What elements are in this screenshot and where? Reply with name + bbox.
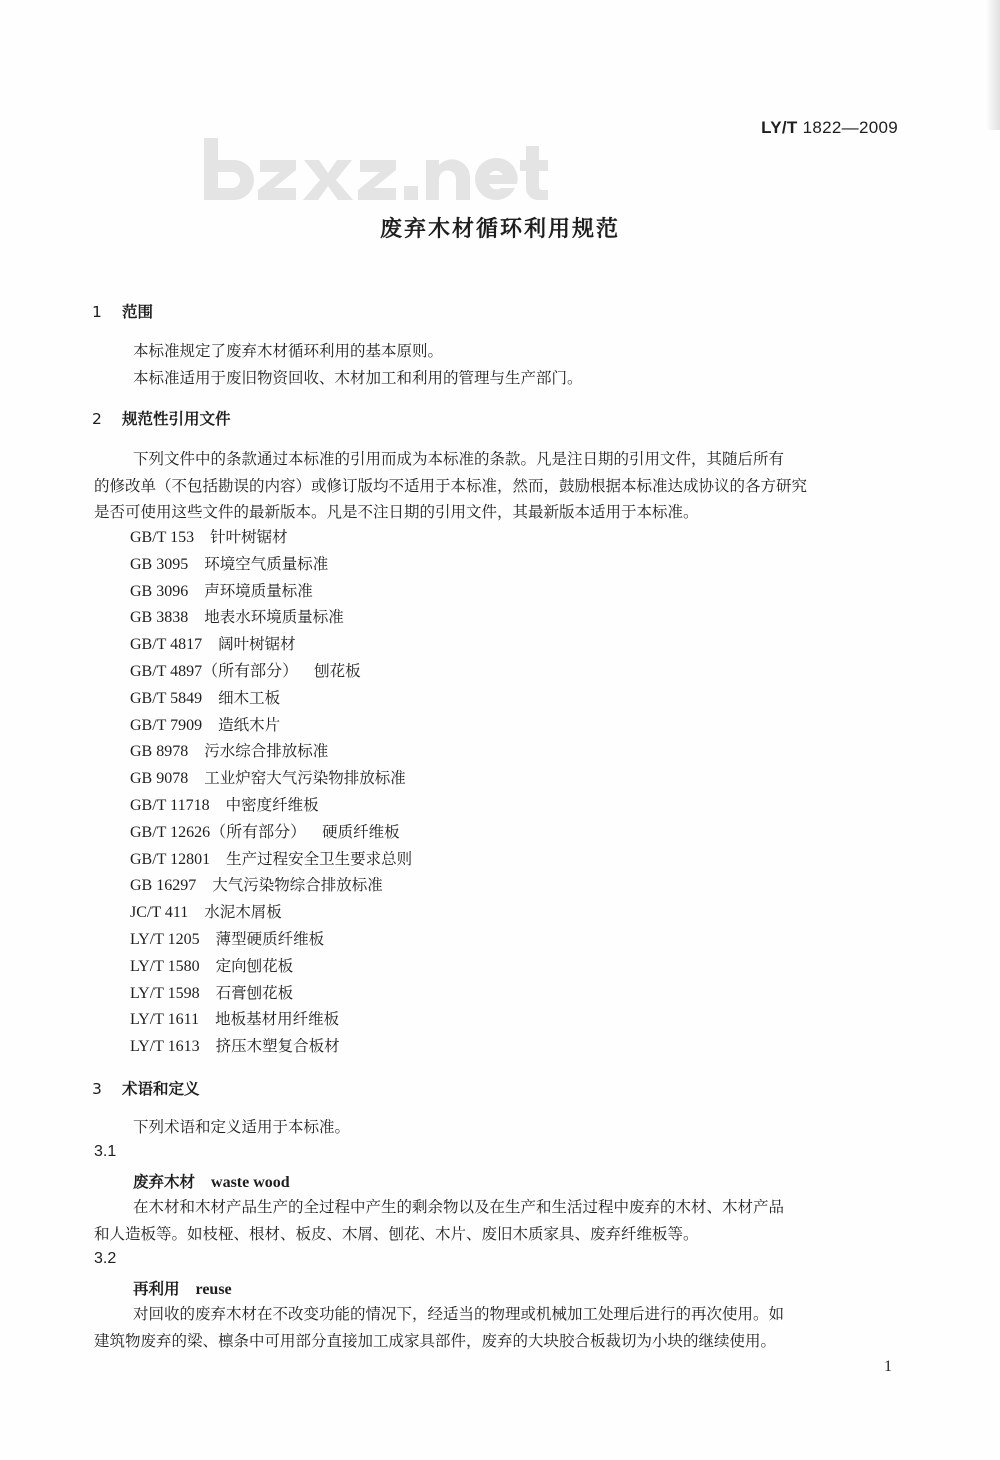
reference-code: GB/T 4817 [130,636,203,654]
reference-name: 污水综合排放标准 [204,742,329,761]
term-english: waste wood [211,1174,290,1191]
watermark-logo [200,130,560,216]
reference-name: 阔叶树锯材 [218,635,296,654]
reference-code: GB 3095 [130,555,189,573]
clause-number: 3.1 [94,1143,117,1160]
reference-code: GB/T 4897（所有部分） [130,662,299,680]
reference-code: GB 3838 [130,609,189,627]
reference-item [130,631,412,658]
reference-code: GB/T 11718 [130,796,210,814]
reference-name: 工业炉窑大气污染物排放标准 [204,769,406,788]
term-definition-line: 在木材和木材产品生产的全过程中产生的剩余物以及在生产和生活过程中废弃的木材、木材产品 [133,1198,785,1216]
page-edge-shadow [986,0,1000,130]
standard-code [761,118,898,138]
reference-name: 石膏刨花板 [215,983,294,1002]
reference-item [130,712,412,739]
section-1-heading [92,300,153,322]
clause-number: 3.2 [94,1250,117,1267]
reference-name: 地板基材用纤维板 [215,1010,340,1029]
term-chinese: 废弃木材 [133,1173,196,1191]
reference-item [130,524,412,551]
reference-item [130,1006,412,1033]
reference-code: GB 9078 [130,770,189,788]
reference-code: LY/T 1205 [130,930,200,948]
reference-item [130,980,412,1007]
reference-code: GB/T 12801 [130,850,211,868]
reference-name: 声环境质量标准 [204,581,313,600]
reference-code: GB 8978 [130,743,189,761]
standard-prefix: LY/T [761,118,798,137]
reference-item [130,846,412,873]
section-2-intro-line: 是否可使用这些文件的最新版本。凡是不注日期的引用文件，其最新版本适用于本标准。 [94,503,699,521]
section-3-intro: 下列术语和定义适用于本标准。 [133,1118,351,1136]
term-english: reuse [195,1281,232,1298]
term-chinese: 再利用 [133,1280,180,1298]
reference-name: 水泥木屑板 [204,903,282,922]
reference-code: LY/T 1580 [130,957,200,975]
section-title: 术语和定义 [122,1080,200,1098]
section-3-heading [92,1077,200,1099]
reference-code: LY/T 1611 [130,1011,200,1029]
reference-code: GB/T 12626（所有部分） [130,823,307,841]
reference-item [130,872,412,899]
reference-name: 中密度纤维板 [225,795,319,814]
section-2-intro-line: 下列文件中的条款通过本标准的引用而成为本标准的条款。凡是注日期的引用文件，其随后所有 [133,450,785,468]
reference-item [130,604,412,631]
reference-item [130,899,412,926]
reference-item [130,953,412,980]
reference-item [130,926,412,953]
reference-name: 薄型硬质纤维板 [215,929,325,948]
reference-code: LY/T 1598 [130,984,200,1002]
reference-name: 硬质纤维板 [322,822,400,841]
section-title: 范围 [122,303,154,321]
reference-name: 生产过程安全卫生要求总则 [226,849,413,868]
reference-code: GB/T 7909 [130,716,203,734]
section-title: 规范性引用文件 [122,410,231,428]
reference-code: LY/T 1613 [130,1038,200,1056]
reference-code: GB/T 5849 [130,689,203,707]
section-2-heading [92,407,231,429]
reference-name: 刨花板 [314,661,361,680]
reference-code: GB 16297 [130,877,197,895]
reference-item [130,819,412,846]
reference-name: 大气污染物综合排放标准 [212,876,383,895]
section-1-paragraph: 本标准适用于废旧物资回收、木材加工和利用的管理与生产部门。 [133,369,583,387]
reference-code: GB/T 153 [130,529,195,546]
reference-name: 细木工板 [218,688,281,707]
term-definition-line: 对回收的废弃木材在不改变功能的情况下，经适当的物理或机械加工处理后进行的再次使用。如 [133,1305,785,1323]
reference-name: 针叶树锯材 [210,528,288,546]
term-definition-line: 和人造板等。如枝桠、根材、板皮、木屑、刨花、木片、废旧木质家具、废弃纤维板等。 [94,1225,699,1243]
normative-reference-list [130,524,412,1060]
term-heading [133,1170,290,1192]
document-title: 废弃木材循环利用规范 [379,217,620,242]
section-1-paragraph: 本标准规定了废弃木材循环利用的基本原则。 [133,342,444,360]
reference-item [130,765,412,792]
reference-item [130,1033,412,1060]
reference-item [130,551,412,578]
reference-name: 地表水环境质量标准 [204,608,344,627]
reference-code: GB 3096 [130,582,189,600]
reference-item [130,685,412,712]
reference-name: 环境空气质量标准 [204,554,329,573]
reference-name: 造纸木片 [218,715,281,734]
section-2-intro-line: 的修改单（不包括勘误的内容）或修订版均不适用于本标准，然而，鼓励根据本标准达成协议的各方研究 [94,477,808,495]
reference-name: 挤压木塑复合板材 [215,1037,340,1056]
section-number: 3 [92,1080,102,1098]
reference-name: 定向刨花板 [215,956,294,975]
reference-item [130,738,412,765]
standard-number: 1822—2009 [802,118,898,137]
term-definition-line: 建筑物废弃的梁、檩条中可用部分直接加工成家具部件，废弃的大块胶合板裁切为小块的继续使用。 [94,1332,777,1350]
reference-item [130,578,412,605]
reference-code: JC/T 411 [130,904,189,922]
section-number: 1 [92,303,102,321]
reference-item [130,792,412,819]
reference-item [130,658,412,685]
term-heading [133,1277,232,1299]
page-number: 1 [884,1358,892,1375]
section-number: 2 [92,410,102,428]
